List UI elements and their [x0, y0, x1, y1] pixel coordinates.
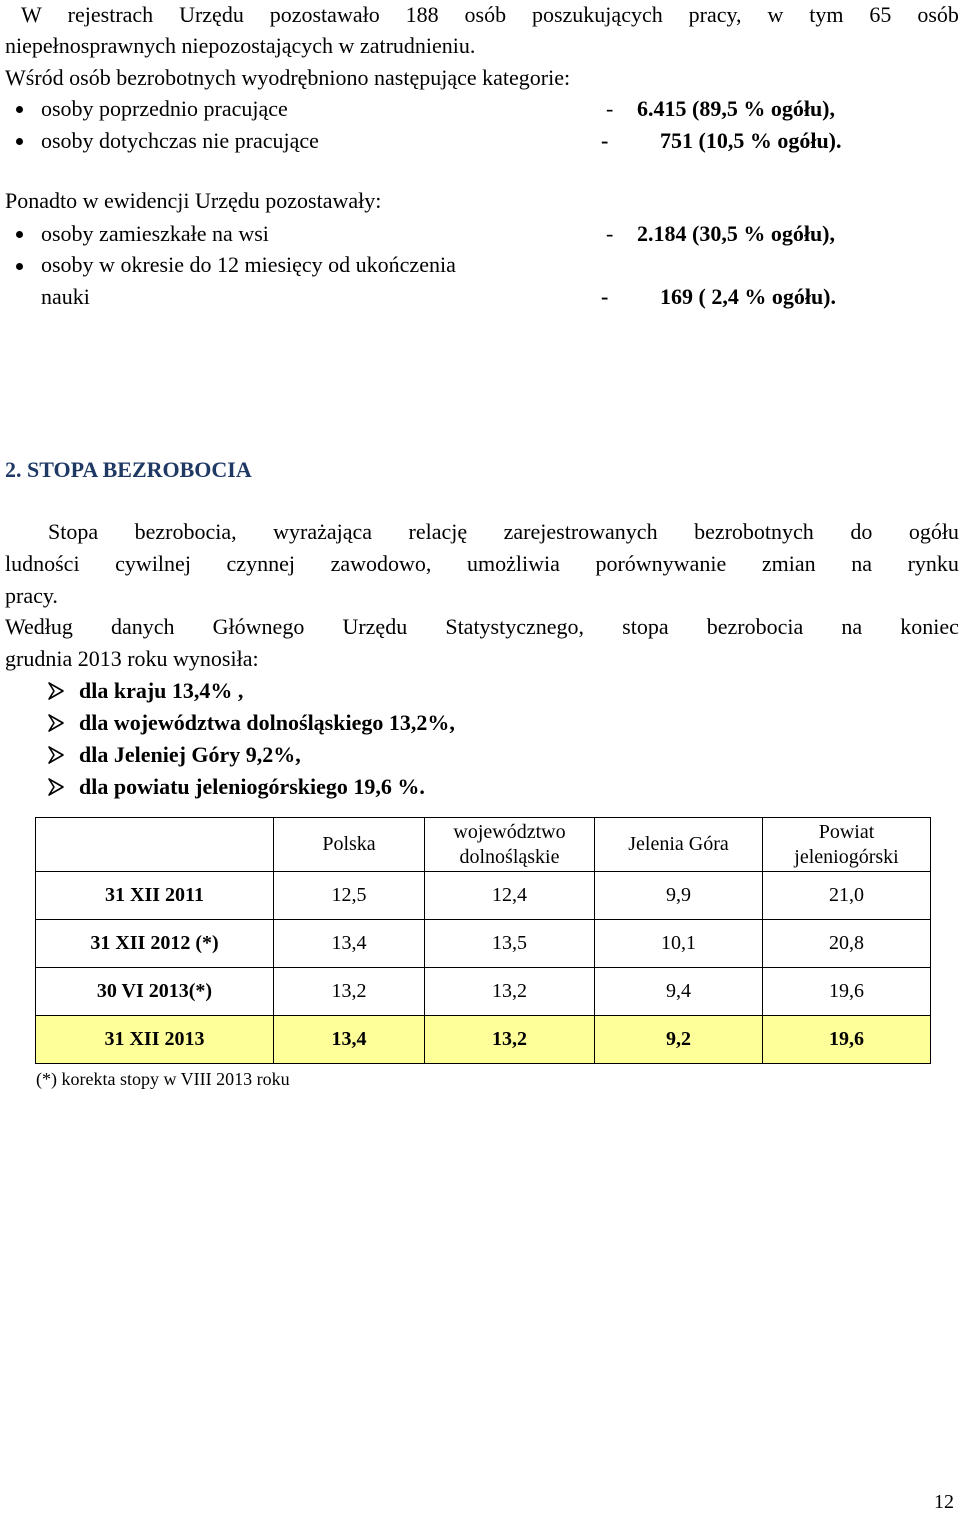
word: osób [464, 2, 507, 27]
bullet-icon [16, 263, 23, 270]
table-cell: 13,2 [274, 968, 425, 1016]
table-cell: 9,2 [595, 1016, 763, 1064]
word: rynku [907, 551, 959, 576]
arrow-bullet-icon [48, 746, 64, 764]
table-cell: 9,9 [595, 872, 763, 920]
word: w [767, 2, 784, 27]
category-dash: - [601, 128, 609, 153]
word: relację [408, 519, 468, 544]
column-header [274, 818, 425, 872]
arrow-bullet-icon [48, 682, 64, 700]
category-label: osoby poprzednio pracujące [41, 96, 288, 121]
table-cell: 9,4 [595, 968, 763, 1016]
word: 65 [869, 2, 892, 27]
category-label: osoby dotychczas nie pracujące [41, 128, 319, 153]
word: czynnej [226, 551, 295, 576]
bullet-icon [16, 138, 23, 145]
column-header [595, 818, 763, 872]
rate-item: dla kraju 13,4% , [79, 678, 244, 703]
word: Stopa [48, 519, 99, 544]
bullet-icon [16, 106, 23, 113]
column-header-line: Powiat [818, 820, 875, 843]
word: stopa [622, 614, 669, 639]
word: Statystycznego, [445, 614, 585, 639]
registry-heading: Ponadto w ewidencji Urzędu pozostawały: [5, 188, 382, 213]
word: zawodowo, [330, 551, 432, 576]
word: koniec [900, 614, 959, 639]
word: bezrobotnych [694, 519, 814, 544]
word: Urzędu [342, 614, 408, 639]
paragraph-line: pracy. [5, 583, 58, 608]
registry-value: 2.184 (30,5 % ogółu), [637, 221, 835, 246]
arrow-bullet-icon [48, 714, 64, 732]
section-heading: 2. STOPA BEZROBOCIA [5, 457, 252, 482]
registry-label: osoby w okresie do 12 miesięcy od ukończenia [41, 252, 456, 277]
table-row [36, 872, 931, 920]
table-cell: 19,6 [763, 968, 931, 1016]
paragraph-line [5, 614, 959, 640]
word: na [841, 614, 863, 639]
word: pracy, [688, 2, 742, 27]
registry-value: 169 ( 2,4 % ogółu). [660, 284, 836, 309]
word: bezrobocia, [134, 519, 237, 544]
registry-dash: - [606, 221, 614, 246]
registry-label-continued: nauki [41, 284, 90, 309]
word: bezrobocia [706, 614, 804, 639]
word: zarejestrowanych [503, 519, 658, 544]
word: wyrażająca [273, 519, 373, 544]
paragraph-line [48, 519, 959, 545]
column-header-line: Polska [322, 833, 376, 855]
word: tym [809, 2, 844, 27]
table-footnote: (*) korekta stopy w VIII 2013 roku [36, 1069, 290, 1089]
word: pozostawało [269, 2, 380, 27]
rate-item: dla województwa dolnośląskiego 13,2%, [79, 710, 455, 735]
column-header-line: województwo [453, 820, 566, 843]
registry-label: osoby zamieszkałe na wsi [41, 221, 269, 246]
word: Według [5, 614, 73, 639]
table-cell: 10,1 [595, 920, 763, 968]
column-header [763, 818, 931, 872]
unemployment-table [35, 817, 931, 1064]
word: porównywanie [595, 551, 727, 576]
category-value: 751 (10,5 % ogółu). [660, 128, 842, 153]
intro-line-1 [21, 2, 959, 28]
word: ogółu [908, 519, 959, 544]
word: W [21, 2, 42, 27]
table-cell: 12,5 [274, 872, 425, 920]
word: do [850, 519, 873, 544]
column-header-line: Jelenia Góra [628, 833, 729, 855]
row-label: 30 VI 2013(*) [36, 968, 274, 1016]
word: rejestrach [67, 2, 154, 27]
word: na [851, 551, 872, 576]
row-label: 31 XII 2011 [36, 872, 274, 920]
table-cell: 20,8 [763, 920, 931, 968]
table-row [36, 920, 931, 968]
table-row-highlighted [36, 1016, 931, 1064]
word: danych [111, 614, 175, 639]
paragraph-line [5, 551, 959, 577]
category-dash: - [606, 96, 614, 121]
word: osób [917, 2, 959, 27]
word: 188 [405, 2, 439, 27]
bullet-icon [16, 231, 23, 238]
word: Głównego [212, 614, 305, 639]
word: umożliwia [466, 551, 560, 576]
word: cywilnej [115, 551, 191, 576]
category-value: 6.415 (89,5 % ogółu), [637, 96, 835, 121]
table-cell: 19,6 [763, 1016, 931, 1064]
word: zmian [761, 551, 816, 576]
row-label: 31 XII 2012 (*) [36, 920, 274, 968]
column-header [425, 818, 595, 872]
rate-item: dla Jeleniej Góry 9,2%, [79, 742, 301, 767]
column-header-line: dolnośląskie [459, 845, 560, 868]
table-cell: 13,2 [425, 1016, 595, 1064]
row-label: 31 XII 2013 [36, 1016, 274, 1064]
rate-item: dla powiatu jeleniogórskiego 19,6 %. [79, 774, 425, 799]
registry-dash: - [601, 284, 609, 309]
page-number: 12 [934, 1491, 954, 1513]
word: poszukujących [531, 2, 663, 27]
table-corner-cell [36, 818, 274, 872]
table-cell: 13,4 [274, 920, 425, 968]
table-cell: 13,5 [425, 920, 595, 968]
paragraph-line: grudnia 2013 roku wynosiła: [5, 646, 259, 671]
table-row [36, 968, 931, 1016]
column-header-line: jeleniogórski [794, 845, 899, 868]
intro-line-3: Wśród osób bezrobotnych wyodrębniono następujące kategorie: [5, 65, 571, 90]
table-cell: 13,4 [274, 1016, 425, 1064]
table-cell: 21,0 [763, 872, 931, 920]
intro-line-2: niepełnosprawnych niepozostających w zatrudnieniu. [5, 33, 476, 58]
word: ludności [5, 551, 80, 576]
table-cell: 13,2 [425, 968, 595, 1016]
word: Urzędu [179, 2, 244, 27]
table-cell: 12,4 [425, 872, 595, 920]
arrow-bullet-icon [48, 778, 64, 796]
table-header-row [36, 818, 931, 872]
